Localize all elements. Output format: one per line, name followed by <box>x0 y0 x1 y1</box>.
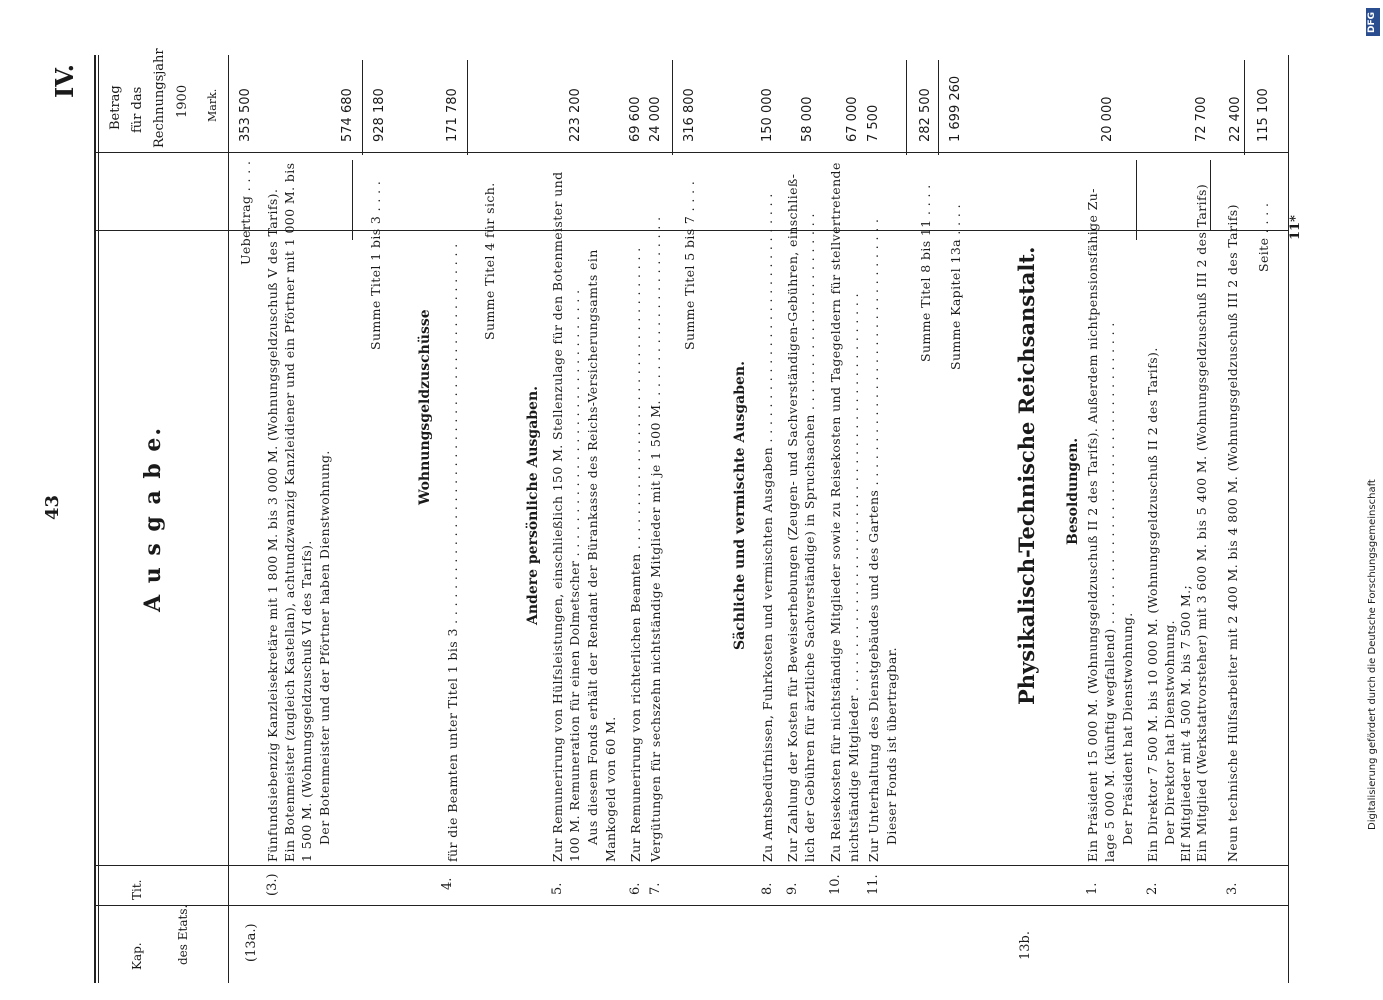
dfg-logo: DFG <box>1366 8 1380 36</box>
besold-heading: Besoldungen. <box>1065 437 1081 545</box>
tit-b1: 1. <box>1085 882 1100 895</box>
rb3-text: Neun technische Hülfsarbeiter mit 2 400 M. bis 4 800 M. (Wohnungsgeldzuschuß III 2 des Tarifs) <box>1225 204 1240 862</box>
frame-line-top <box>94 55 96 983</box>
summe-kap-value: 1 699 260 <box>948 75 963 142</box>
row9-line2: lich der Gebühren für ärztliche Sachverständige) in Spruchsachen . . . . . . . . . . . . . . . . . . . . . . . <box>802 213 817 862</box>
kap-13b: 13b. <box>1018 931 1033 960</box>
row10-value: 67 000 <box>845 96 860 142</box>
row11-value: 7 500 <box>866 104 881 142</box>
summe-8-11-label: Summe Titel 8 bis 11 . . . . <box>918 184 933 362</box>
summe-5-7-value: 316 800 <box>682 88 697 142</box>
row8-value: 150 000 <box>760 88 775 142</box>
row11-rule <box>906 60 907 155</box>
rb3-rule <box>1244 60 1245 155</box>
row4-rule <box>467 60 468 155</box>
tit-b3: 3. <box>1225 882 1240 895</box>
tit-b2: 2. <box>1145 882 1160 895</box>
row3-line2: Ein Botenmeister (zugleich Kastellan), achtundzwanzig Kanzleidiener und ein Pförtner mit 1 000 M. bis <box>282 162 297 862</box>
row5-line4: Mankogeld von 60 M. <box>603 716 618 862</box>
rb1-value: 20 000 <box>1100 96 1115 142</box>
text-column-rule-left <box>94 865 1289 866</box>
row7-rule <box>672 60 673 155</box>
tit-8: 8. <box>760 882 775 895</box>
section-number: IV. <box>50 63 79 98</box>
wohnung-heading: Wohnungsgeldzuschüsse <box>417 309 433 505</box>
frame-line-bottom <box>1288 55 1289 983</box>
row7-text: Vergütungen für sechszehn nichtständige Mitglieder mit je 1 500 M. . . . . . . . . . . . . . . . . . . . . . <box>648 216 663 862</box>
header-des-etats: des Etats. <box>176 904 190 965</box>
header-rechnungsjahr: Rechnungsjahr <box>152 48 167 148</box>
ptr-heading: Physikalisch-Technische Reichsanstalt. <box>1014 246 1039 705</box>
row10-line1: Zu Reisekosten für nichtständige Mitglieder sowie zu Reisekosten und Tagegeldern für stellvertretende <box>828 162 843 862</box>
footer-mark: 11* <box>1288 215 1303 240</box>
row3-value: 574 680 <box>340 88 355 142</box>
rb2-line3: Elf Mitglieder mit 4 500 M. bis 7 500 M.; <box>1178 584 1193 862</box>
header-year: 1900 <box>175 84 190 118</box>
row6-text: Zur Remunerirung von richterlichen Beamten . . . . . . . . . . . . . . . . . . . . . . . . . . . . . . . . . . . <box>628 247 643 862</box>
tit-6: 6. <box>628 882 643 895</box>
header-fuer-das: für das <box>130 86 145 133</box>
rb2-line2: Der Direktor hat Dienstwohnung. <box>1162 619 1177 845</box>
page-number: 43 <box>42 494 63 520</box>
subtotal-rule-amount <box>362 60 363 155</box>
rb3-value: 22 400 <box>1228 96 1243 142</box>
row5-line1: Zur Remunerirung von Hülfsleistungen, einschließlich 150 M. Stellenzulage für den Botenmeister und <box>550 171 565 862</box>
row11-line2: Dieser Fonds ist übertragbar. <box>884 646 899 845</box>
digitization-note: Digitalisierung gefördert durch die Deutsche Forschungsgemeinschaft <box>1367 479 1378 830</box>
header-betrag: Betrag <box>108 85 123 130</box>
summe-kap-label: Summe Kapitel 13a . . . . <box>948 203 963 370</box>
tit-4: 4. <box>440 877 455 890</box>
frame-line-top-inner <box>98 55 99 983</box>
summe-5-7-label: Summe Titel 5 bis 7 . . . . <box>682 180 697 350</box>
saechliche-heading: Sächliche und vermischte Ausgaben. <box>732 361 748 650</box>
uebertrag-value: 353 500 <box>238 88 253 142</box>
rb2-line1: Ein Direktor 7 500 M. bis 10 000 M. (Wohnungsgeldzuschuß II 2 des Tarifs). <box>1145 347 1160 862</box>
subtotal-rule <box>352 160 353 240</box>
tit-5: 5. <box>550 882 565 895</box>
tit-9: 9. <box>785 882 800 895</box>
header-tit: Tit. <box>130 879 144 900</box>
row5-value: 223 200 <box>568 88 583 142</box>
row4-value: 171 780 <box>445 88 460 142</box>
rb2-line4: Ein Mitglied (Werkstattvorsteher) mit 3 600 M. bis 5 400 M. (Wohnungsgeldzuschuß III 2 des Tarifs) <box>1194 183 1209 862</box>
andere-heading: Andere persönliche Ausgaben. <box>525 385 541 625</box>
row5-line3: Aus diesem Fonds erhält der Rendant der Bürankasse des Reichs-Versicherungsamts ein <box>585 249 600 845</box>
header-separator <box>228 55 229 983</box>
tit-column-rule <box>94 905 1289 906</box>
summe-1-3-value: 928 180 <box>372 88 387 142</box>
rb1-line2: lage 5 000 M. (künftig wegfallend) . . . . . . . . . . . . . . . . . . . . . . . . . . . . . . . . . . . <box>1102 322 1117 862</box>
summe-1-3-label: Summe Titel 1 bis 3 . . . . <box>368 180 383 350</box>
row6-value: 69 600 <box>628 96 643 142</box>
row5-line2: 100 M. Remuneration für einen Dolmetscher . . . . . . . . . . . . . . . . . . . . . . . . . . . . . . . <box>567 289 582 862</box>
rb2-rule <box>1210 160 1211 230</box>
amount-column-rule <box>94 152 1289 153</box>
tit-10: 10. <box>828 874 843 895</box>
uebertrag-label: Uebertrag . . . . <box>238 160 253 265</box>
rb1-rule <box>1136 160 1137 240</box>
summe-8-11-value: 282 500 <box>918 88 933 142</box>
header-kap: Kap. <box>130 942 144 970</box>
row8-text: Zu Amtsbedürfnissen, Fuhrkosten und vermischten Ausgaben . . . . . . . . . . . . . . . . . . . . . . . . . . . . . <box>760 193 775 862</box>
row3-line4: Der Botenmeister und der Pförtner haben Dienstwohnung. <box>317 450 332 845</box>
summe-4-label: Summe Titel 4 für sich. <box>482 182 497 340</box>
row3-line1: Fünfundsiebenzig Kanzleisekretäre mit 1 800 M. bis 3 000 M. (Wohnungsgeldzuschuß V des Tarifs). <box>265 188 280 862</box>
row9-line1: Zur Zahlung der Kosten für Beweiserhebungen (Zeugen- und Sachverständigen-Gebühren, einschließ- <box>785 173 800 862</box>
rb1-line1: Ein Präsident 15 000 M. (Wohnungsgeldzuschuß II 2 des Tarifs). Außerdem nichtpensionsfähige Zu- <box>1085 188 1100 862</box>
row11-line1: Zur Unterhaltung des Dienstgebäudes und des Gartens . . . . . . . . . . . . . . . . . . . . . . . . . . . . . . . <box>866 218 881 862</box>
kap-13a: (13a.) <box>244 923 259 962</box>
seite-label: Seite . . . . <box>1256 202 1271 272</box>
rb1-line3: Der Präsident hat Dienstwohnung. <box>1120 612 1135 845</box>
rb2-value: 72 700 <box>1194 96 1209 142</box>
row3-line3: 1 500 M. (Wohnungsgeldzuschuß VI des Tarifs). <box>299 540 314 862</box>
row7-value: 24 000 <box>648 96 663 142</box>
tit-7: 7. <box>648 882 663 895</box>
seite-value: 115 100 <box>1256 88 1271 142</box>
header-unit: Mark. <box>206 88 219 122</box>
page-title: A u s g a b e. <box>140 425 166 612</box>
row10-line2: nichtständige Mitglieder . . . . . . . . . . . . . . . . . . . . . . . . . . . . . . . . . . . . . . . . . . . . . . <box>846 293 861 862</box>
row4-text: für die Beamten unter Titel 1 bis 3 . . . . . . . . . . . . . . . . . . . . . . . . . . . . . . . . . . . . . . . . . . . . <box>445 243 460 862</box>
row9-value: 58 000 <box>800 96 815 142</box>
summe-kap-rule <box>938 60 939 155</box>
tit-11: 11. <box>866 874 881 895</box>
tit-3: (3.) <box>265 873 280 896</box>
